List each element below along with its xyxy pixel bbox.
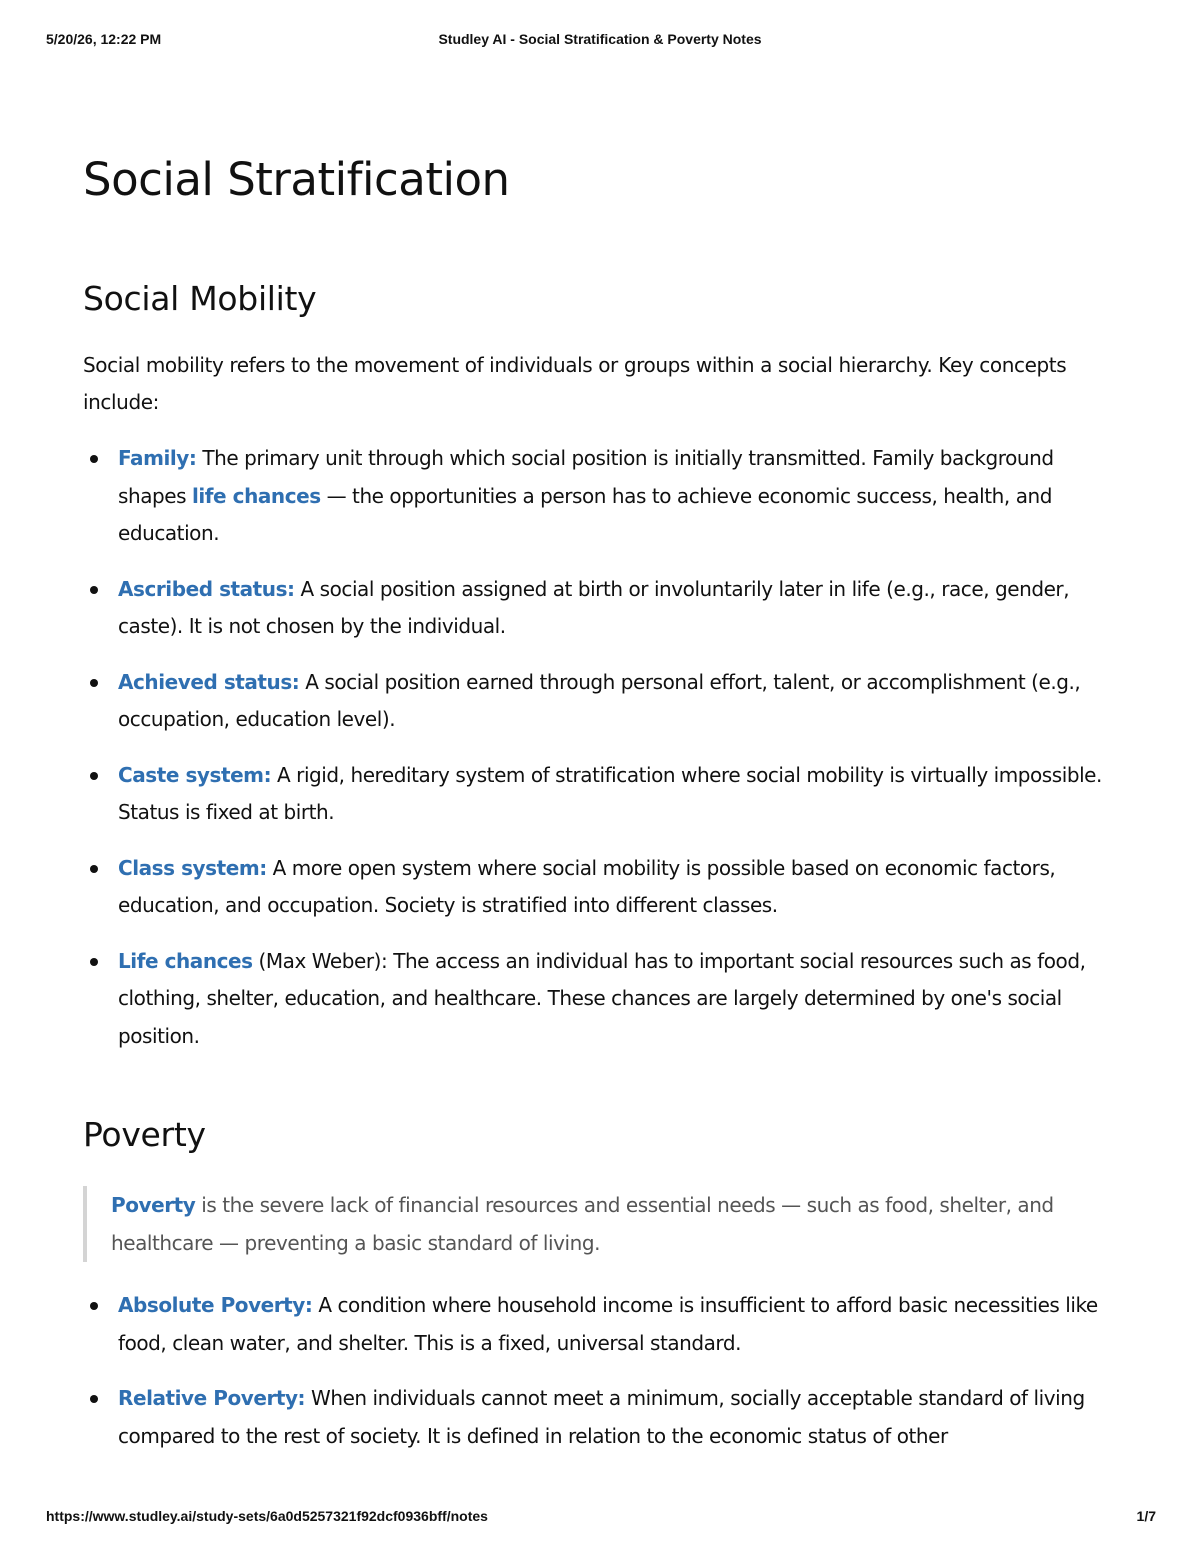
- poverty-list: [83, 1287, 1123, 1473]
- print-header-datetime: 5/20/26, 12:22 PM: [46, 31, 162, 47]
- bullet-icon: [90, 586, 98, 594]
- list-item: [83, 757, 1123, 832]
- item-text: A condition where household income is insufficient to afford basic necessities like food, clean water, and shelter. This is a fixed, universal standard.: [118, 1293, 1098, 1355]
- list-item: [83, 440, 1123, 553]
- term-label: Absolute Poverty:: [118, 1293, 313, 1317]
- term-label: Ascribed status:: [118, 576, 295, 601]
- term-label: Relative Poverty:: [118, 1386, 306, 1410]
- list-item: [83, 850, 1123, 925]
- list-item: [83, 664, 1123, 739]
- item-text: A more open system where social mobility is possible based on economic factors, education, and occupation. Society is stratified into different classes.: [118, 855, 1056, 917]
- item-text: (Max Weber): The access an individual has to important social resources such as food, clothing, shelter, education, and healthcare. These chances are largely determined by one's social position.: [118, 948, 1086, 1048]
- print-footer-url: https://www.studley.ai/study-sets/6a0d5257321f92dcf0936bff/notes: [46, 1508, 488, 1524]
- item-text: A social position earned through personal effort, talent, or accomplishment (e.g., occupation, education level).: [118, 669, 1081, 731]
- quote-term-label: Poverty: [111, 1193, 196, 1217]
- item-text: The primary unit through which social position is initially transmitted. Family background shapes: [118, 446, 1054, 508]
- term-label: Achieved status:: [118, 669, 300, 694]
- list-item: [83, 1287, 1123, 1362]
- term-label: Class system:: [118, 855, 267, 880]
- term-label: Caste system:: [118, 762, 272, 787]
- term-label: Family:: [118, 446, 197, 470]
- list-item: [83, 943, 1123, 1056]
- term-label: Life chances: [118, 948, 253, 973]
- bullet-icon: [90, 455, 98, 463]
- section-heading-poverty: Poverty: [83, 1115, 206, 1154]
- quote-text: is the severe lack of financial resources and essential needs — such as food, shelter, and healthcare — preventing a basic standard of living.: [111, 1193, 1054, 1255]
- bullet-icon: [90, 679, 98, 687]
- item-text: A rigid, hereditary system of stratification where social mobility is virtually impossible. Status is fixed at birth.: [118, 762, 1102, 824]
- page-title: Social Stratification: [83, 153, 510, 206]
- social-mobility-list: [83, 440, 1123, 1073]
- list-item: [83, 1380, 1123, 1455]
- inline-term-label: life chances: [191, 483, 321, 508]
- bullet-icon: [90, 1395, 98, 1403]
- bullet-icon: [90, 958, 98, 966]
- item-text: A social position assigned at birth or involuntarily later in life (e.g., race, gender, caste). It is not chosen by the individual.: [118, 576, 1070, 638]
- item-text: When individuals cannot meet a minimum, socially acceptable standard of living compared to the rest of society. It is defined in relation to the economic status of other: [118, 1386, 1085, 1448]
- item-text: — the opportunities a person has to achieve economic success, health, and education.: [118, 483, 1052, 545]
- print-header-title: Studley AI - Social Stratification & Poverty Notes: [438, 31, 762, 47]
- bullet-icon: [90, 772, 98, 780]
- bullet-icon: [90, 865, 98, 873]
- print-footer-page-number: 1/7: [1136, 1508, 1156, 1524]
- section-heading-social-mobility: Social Mobility: [83, 279, 317, 318]
- list-item: [83, 571, 1123, 646]
- bullet-icon: [90, 1302, 98, 1310]
- poverty-definition-blockquote: [83, 1186, 1111, 1262]
- social-mobility-intro: Social mobility refers to the movement of individuals or groups within a social hierarchy. Key concepts include:: [83, 353, 1067, 414]
